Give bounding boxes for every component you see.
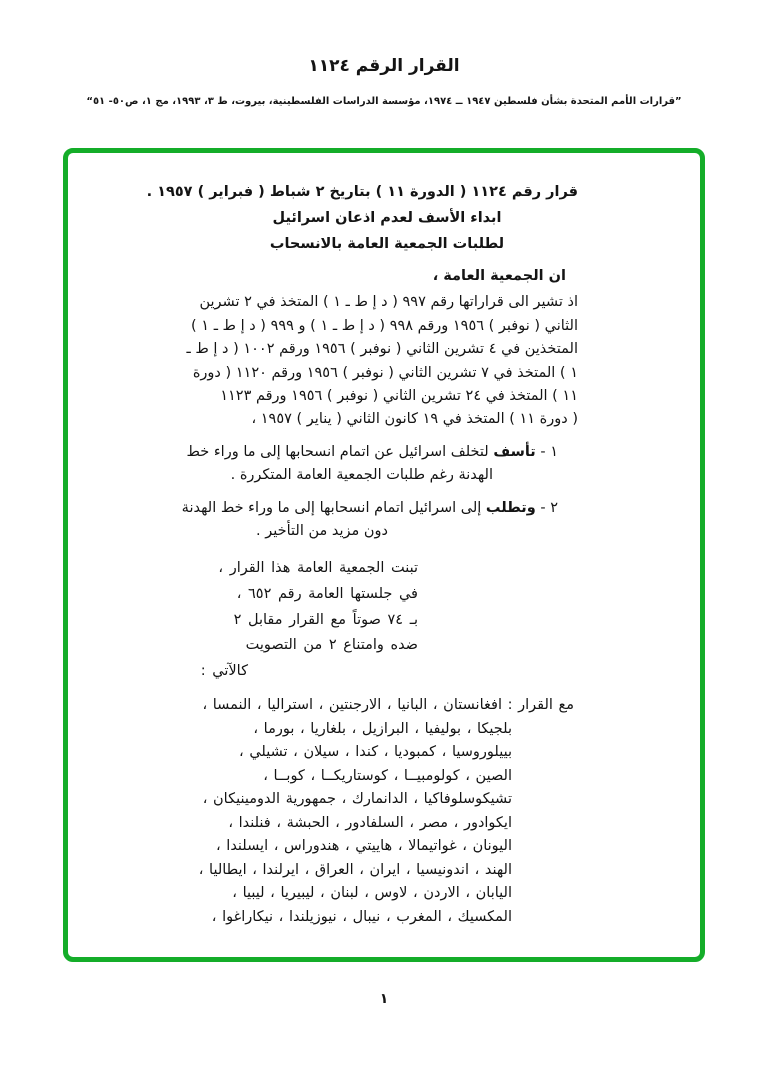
vote-list [196, 694, 578, 929]
clause-number: ١ - [540, 443, 558, 460]
resolution-heading-line-1: قرار رقم ١١٢٤ ( الدورة ١١ ) بتاريخ ٢ شباط ( فبراير ) ١٩٥٧ . [146, 184, 578, 200]
clause-verb: وتطلب [485, 499, 536, 516]
adoption-line: ضده وامتناع ٢ من التصويت [245, 637, 418, 654]
preamble-line: المتخذين في ٤ تشرين الثاني ( نوفبر ) ١٩٥٦ ورقم ١٠٠٢ ( د إ ط ـ [186, 341, 578, 358]
vote-list-line: بييلوروسيا ، كمبوديا ، كندا ، سيلان ، تشيلي ، [239, 744, 512, 761]
source-citation: ”قرارات الأمم المتحدة بشأن فلسطين ١٩٤٧ ــ ١٩٧٤، مؤسسة الدراسات الفلسطينية، بيروت، ط ٣، ١٩٩٣، مج ١، ص٥٠- ٥١“ [86, 96, 682, 107]
preamble-line: اذ تشير الى قراراتها رقم ٩٩٧ ( د إ ط ـ ١ ) المتخذ في ٢ تشرين [199, 294, 578, 311]
clause-text: لتخلف اسرائيل عن اتمام انسحابها إلى ما وراء خط [186, 443, 489, 460]
vote-label: مع القرار : [507, 697, 574, 714]
resolution-heading-line-3: لطلبات الجمعية العامة بالانسحاب [269, 236, 505, 252]
clause-verb: تأسف [493, 443, 536, 460]
preamble-paragraph [186, 291, 578, 431]
vote-countries: افغانستان ، البانيا ، الارجنتين ، استراليا ، النمسا ، [202, 697, 502, 714]
resolution-heading-line-2: ابداء الأسف لعدم اذعان اسرائيل [272, 210, 502, 226]
vote-list-first-line [196, 694, 574, 718]
resolution-highlight-box [63, 148, 705, 962]
resolution-opening: ان الجمعية العامة ، [432, 268, 566, 284]
page-title: القرار الرقم ١١٢٤ [308, 56, 460, 76]
adoption-line: بـ ٧٤ صوتاً مع القرار مقابل ٢ [233, 611, 418, 628]
vote-list-line: اليابان ، الاردن ، لاوس ، لبنان ، ليبيريا ، ليبيا ، [232, 885, 512, 902]
clause-text: إلى اسرائيل اتمام انسحابها إلى ما وراء خط الهدنة [181, 499, 482, 516]
adoption-line: كالآتي : [200, 662, 248, 679]
page-number: ١ [379, 991, 389, 1007]
preamble-line: ( دورة ١١ ) المتخذ في ١٩ كانون الثاني ( يناير ) ١٩٥٧ ، [251, 411, 578, 428]
vote-list-line: المكسيك ، المغرب ، نيبال ، نيوزيلندا ، نيكاراغوا ، [211, 908, 512, 925]
operative-clause-1-line-2: الهدنة رغم طلبات الجمعية العامة المتكررة . [230, 467, 493, 484]
operative-clause-1 [186, 441, 578, 488]
preamble-line: ١ ) المتخذ في ٧ تشرين الثاني ( نوفبر ) ١٩٥٦ ورقم ١١٢٠ ( دورة [192, 364, 578, 381]
clause-number: ٢ - [540, 499, 558, 516]
vote-list-line: اليونان ، غواتيمالا ، هاييتي ، هندوراس ، ايسلندا ، [216, 838, 512, 855]
vote-list-line: الهند ، اندونيسيا ، ايران ، العراق ، ايرلندا ، ايطاليا ، [198, 861, 512, 878]
operative-clause-1-line-1 [186, 441, 558, 464]
preamble-line: الثاني ( نوفبر ) ١٩٥٦ ورقم ٩٩٨ ( د إ ط ـ ١ ) و ٩٩٩ ( د إ ط ـ ١ ) [191, 317, 578, 334]
operative-clause-2-line-2: دون مزيد من التأخير . [256, 523, 388, 540]
operative-clause-2 [181, 497, 578, 544]
operative-clause-2-line-1 [181, 497, 558, 520]
vote-list-line: تشيكوسلوفاكيا ، الدانمارك ، جمهورية الدومينيكان ، [202, 791, 512, 808]
vote-list-line: بلجيكا ، بوليفيا ، البرازيل ، بلغاريا ، بورما ، [253, 720, 512, 737]
vote-list-line: ايكوادور ، مصر ، السلفادور ، الحبشة ، فنلندا ، [228, 814, 512, 831]
adoption-statement [196, 556, 578, 684]
preamble-line: ١١ ) المتخذ في ٢٤ تشرين الثاني ( نوفبر ) ١٩٥٦ ورقم ١١٢٣ [220, 388, 578, 405]
vote-list-line: الصين ، كولومبيــا ، كوستاريكــا ، كوبــا ، [263, 767, 512, 784]
adoption-line: تبنت الجمعية العامة هذا القرار ، [218, 560, 418, 577]
adoption-line: في جلستها العامة رقم ٦٥٢ ، [236, 586, 418, 603]
resolution-body [146, 179, 578, 929]
